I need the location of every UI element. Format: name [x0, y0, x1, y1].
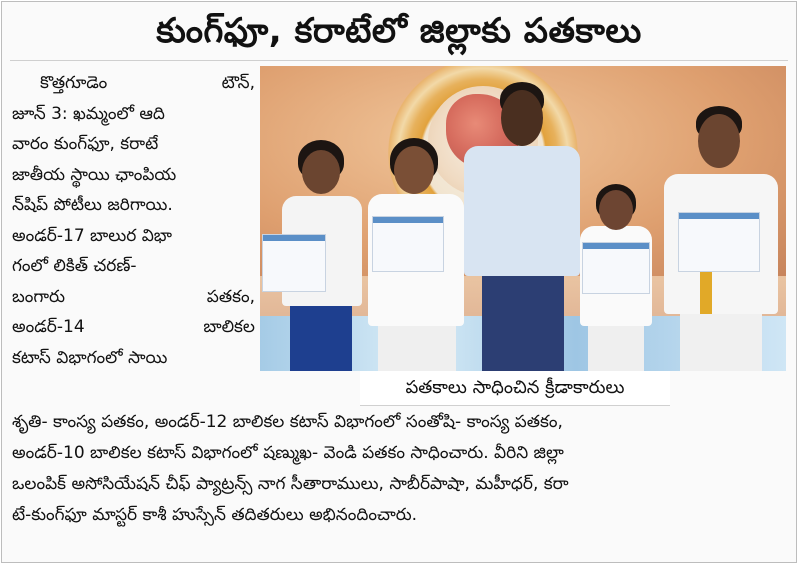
text-line: శృతి- కాంస్య పతకం, అండర్‌-12 బాలికల కటాస్ విభాగంలో సంతోషి- కాంస్య పతకం, [12, 412, 563, 432]
text-line: జాతీయ స్థాయి ఛాంపియ [12, 164, 177, 185]
left-column-text [12, 68, 255, 373]
photo-caption: పతకాలు సాధించిన క్రీడాకారులు [360, 371, 670, 406]
certificate [582, 242, 650, 294]
news-photo [260, 66, 786, 371]
certificate [372, 216, 444, 272]
text-line: గంలో లికిత్ చరణ్‌- [12, 256, 137, 276]
text-line: కటాస్ విభాగంలో సాయి [12, 347, 168, 368]
text-line: టే-కుంగ్‌ఫూ మాస్టర్ కాశీ హుస్సేన్ తదితరులు అభినందించారు. [12, 505, 418, 525]
text-line: ఒలంపిక్ అసోసియేషన్ చీఫ్ ప్యాట్రన్స్ నాగ సీతారాములు, సాబీర్‌పాషా, మహీధర్, కరా [12, 474, 569, 494]
certificate [678, 212, 760, 272]
text-line: న్‌షిప్ పోటీలు జరిగాయి. [12, 195, 173, 215]
certificate [262, 234, 326, 292]
headline: కుంగ్‌ఫూ, కరాటేలో జిల్లాకు పతకాలు [156, 11, 642, 51]
news-clipping [1, 1, 797, 563]
text-line: అండర్‌-14 బాలికల [12, 317, 255, 337]
headline-divider [10, 60, 788, 61]
text-line: అండర్‌-10 బాలికల కటాస్ విభాగంలో షణ్ముఖ- వెండి పతకం సాధించారు. వీరిని జిల్లా [12, 443, 564, 463]
text-line: కొత్తగూడెం టౌన్, [40, 73, 255, 93]
text-line: వారం కుంగ్‌ఫూ, కరాటే [12, 134, 159, 154]
bottom-text [12, 407, 788, 531]
text-line: అండర్‌-17 బాలుర విభా [12, 225, 173, 246]
text-line: జూన్ 3: ఖమ్మంలో ఆది [12, 103, 165, 124]
text-line: బంగారు పతకం, [12, 286, 255, 307]
